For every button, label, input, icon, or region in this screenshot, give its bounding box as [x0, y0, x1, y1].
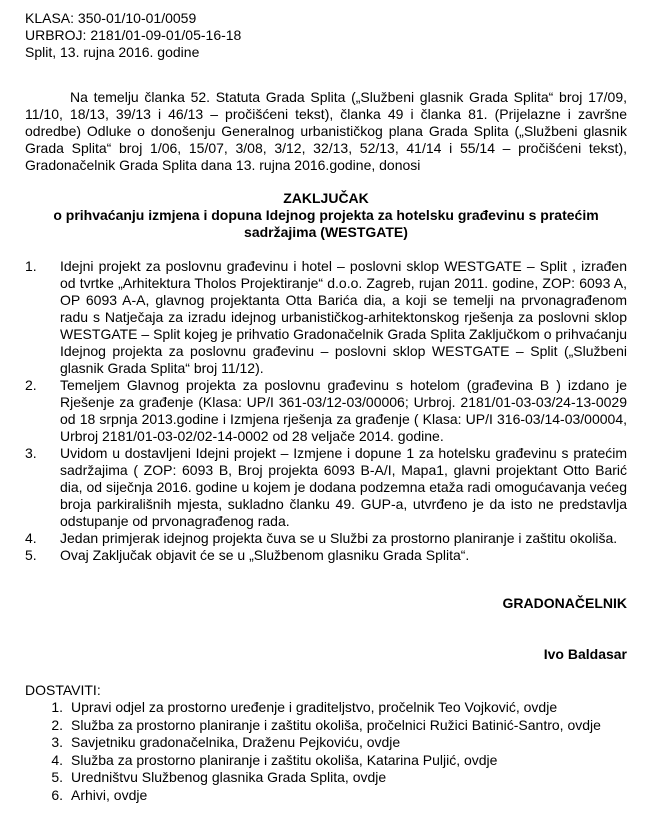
signature-name: Ivo Baldasar [543, 646, 627, 662]
list-item [25, 717, 601, 735]
intro-paragraph: Na temelju članka 52. Statuta Grada Splita („Službeni glasnik Grada Splita“ broj 17/09, 11/10, 18/13, 39/13 i 46/13 – pročišćeni tekst), članka 49 i članka 81. (Prijelazne i završne odredbe) Odluke o donošenju Generalnog urbanističkog plana Grada Splita („Službeni glasnik Grada Splita“ broj 1/06, 15/07, 3/08, 3/12, 32/13, 52/13, 41/14 i 55/14 – pročišćeni tekst), Gradonačelnik Grada Splita dana 13. rujna 2016.godine, donosi [25, 89, 627, 173]
list-item-number: 3. [51, 734, 63, 750]
decision-items [25, 258, 627, 564]
list-item-text: Arhivi, ovdje [71, 786, 148, 803]
list-item-text: Savjetniku gradonačelnika, Draženu Pejkoviću, ovdje [71, 734, 401, 750]
decision-item [25, 530, 627, 547]
item-number: 2. [25, 377, 37, 393]
list-item-number: 5. [51, 769, 63, 785]
list-item [25, 752, 601, 770]
decision-item [25, 258, 627, 377]
document-header [25, 10, 241, 61]
list-item-number: 2. [51, 716, 63, 733]
signature-title: GRADONAČELNIK [502, 595, 627, 611]
document-title [25, 190, 627, 241]
decision-item [25, 377, 627, 445]
item-text: Jedan primjerak idejnog projekta čuva se u Službi za prostorno planiranje i zaštitu okoliša. [60, 530, 618, 546]
urbroj-line: URBROJ: 2181/01-09-01/05-16-18 [25, 27, 242, 43]
item-text: Idejni projekt za poslovnu građevinu i hotel – poslovni sklop WESTGATE – Split , izrađen od tvrtke „Arhitektura Tholos Projektiranje“ d.o.o. Zagreb, rujan 2011. godine, ZOP: 6093 A, OP 6093 A-A, glavnog projektanta Otta Barića dia, a koji se temelji na prvonagrađenom radu s Natječaja za izradu idejnog urbanističkog-arhitektonskog rješenja za poslovni sklop WESTGATE – Split kojeg je prihvatio Gradonačelnik Grada Splita Zaključkom o prihvaćanju Idejnog projekta za poslovnu građevinu – poslovni sklop WESTGATE – Split („Službeni glasnik Grada Splita“ broj 11/12). [60, 258, 627, 376]
decision-item [25, 547, 627, 564]
list-item [25, 734, 601, 752]
item-number: 1. [25, 258, 37, 274]
klasa-line: KLASA: 350-01/10-01/0059 [25, 10, 197, 26]
list-item-text: Uredništvu Službenog glasnika Grada Splita, ovdje [71, 769, 387, 785]
list-item [25, 787, 601, 805]
item-number: 4. [25, 530, 37, 546]
dostaviti-label: DOSTAVITI: [25, 682, 101, 698]
place-date-line: Split, 13. rujna 2016. godine [25, 44, 200, 60]
list-item-number: 1. [51, 699, 63, 715]
list-item [25, 769, 601, 787]
item-text: Ovaj Zaključak objavit će se u „Službenom glasniku Grada Splita“. [60, 547, 470, 563]
list-item-text: Služba za prostorno planiranje i zaštitu okoliša, pročelnici Ružici Batinić-Santro, ovdje [71, 716, 601, 733]
dostaviti-list [25, 699, 601, 804]
list-item-number: 6. [51, 786, 63, 803]
item-text: Temeljem Glavnog projekta za poslovnu građevinu s hotelom (građevina B ) izdano je Rješenje za građenje (Klasa: UP/I 361-03/12-03/00006; Urbroj. 2181/01-03-03/24-13-0029 od 18 srpnja 2013.godine i Izmjena rješenja za građenje ( Klasa: UP/I 316-03/14-03/00004, Urbroj 2181/01-03-02/02-14-0002 od 28 veljače 2014. godine. [60, 377, 627, 444]
list-item-text: Upravi odjel za prostorno uređenje i graditeljstvo, pročelnik Teo Vojković, ovdje [71, 699, 558, 715]
item-text: Uvidom u dostavljeni Idejni projekt – Izmjene i dopune 1 za hotelsku građevinu s pratećim sadržajima ( ZOP: 6093 B, Broj projekta 6093 B-A/I, Mapa1, glavni projektant Otto Barić dia, od siječnja 2016. godine u kojem je dodana podzemna etaža radi omogućavanja većeg broja parkirališnih mjesta, sukladno članku 49. GUP-a, utvrđeno je da isto ne predstavlja odstupanje od prvonagrađenog rada. [60, 445, 627, 529]
list-item-number: 4. [51, 751, 63, 768]
item-number: 3. [25, 445, 37, 461]
list-item-text: Služba za prostorno planiranje i zaštitu okoliša, Katarina Puljić, ovdje [71, 751, 498, 768]
item-number: 5. [25, 547, 37, 563]
decision-item [25, 445, 627, 530]
title-subheading: o prihvaćanju izmjena i dopuna Idejnog projekta za hotelsku građevinu s pratećim sadržajima (WESTGATE) [53, 207, 599, 240]
title-heading: ZAKLJUČAK [283, 190, 369, 206]
list-item [25, 699, 601, 717]
